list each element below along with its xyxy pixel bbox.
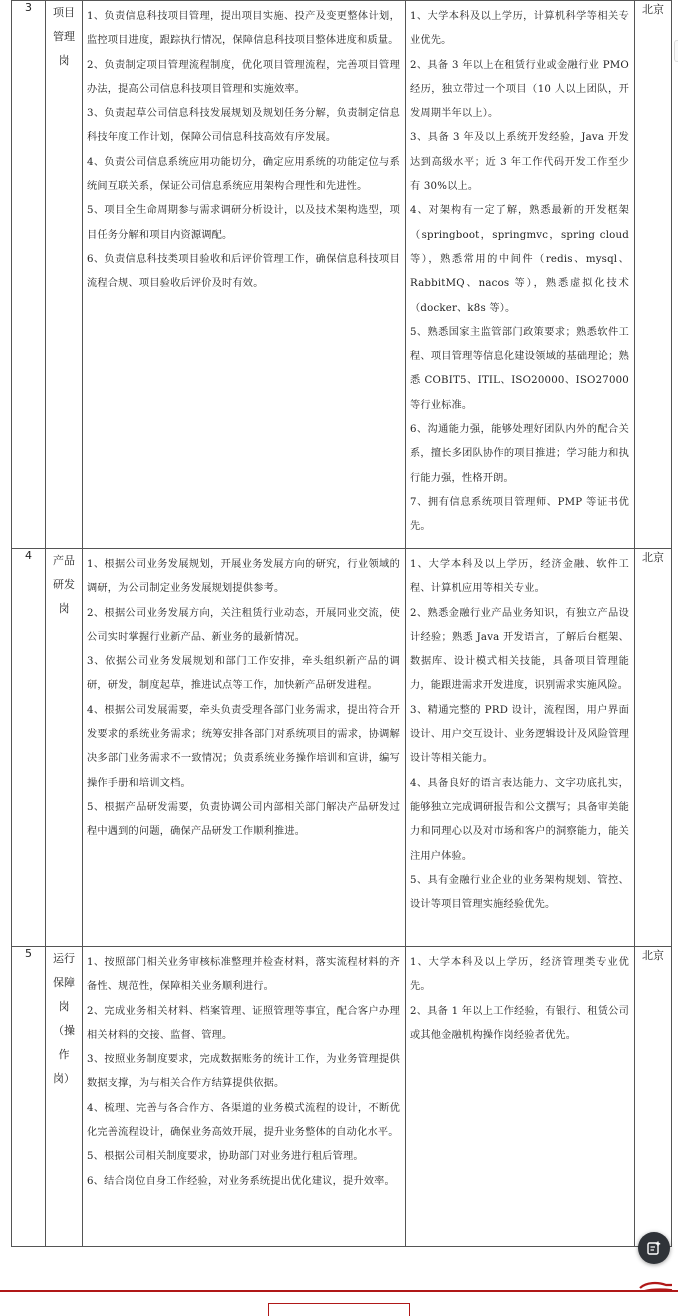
requirement-item: 3、精通完整的 PRD 设计，流程图，用户界面设计、用户交互设计、业务逻辑设计及风险管理设计等相关能力。	[410, 704, 629, 765]
brand-mark-icon	[636, 1279, 676, 1293]
duty-item: 2、根据公司业务发展方向，关注租赁行业动态，开展同业交流，使公司实时掌握行业新产品、新业务的最新情况。	[87, 607, 400, 643]
duty-item: 2、负责制定项目管理流程制度，优化项目管理流程，完善项目管理办法，提高公司信息科技项目管理和实施效率。	[87, 59, 400, 95]
requirement-item: 2、熟悉金融行业产品业务知识，有独立产品设计经验；熟悉 Java 开发语言，了解后台框架、数据库、设计模式相关技能，具备项目管理能力，能跟进需求开发进度，识别需求实施风险。	[410, 607, 629, 692]
job-title: 项目管理岗	[53, 6, 75, 67]
requirement-item: 5、熟悉国家主监管部门政策要求；熟悉软件工程、项目管理等信息化建设领域的基础理论；熟悉 COBIT5、ITIL、ISO20000、ISO27000 等行业标准。	[410, 326, 629, 411]
duty-item: 2、完成业务相关材料、档案管理、证照管理等事宜，配合客户办理相关材料的交接、监督、管理。	[87, 1005, 400, 1041]
requirement-item: 6、沟通能力强，能够处理好团队内外的配合关系，擅长多团队协作的项目推进；学习能力和执行能力强，性格开朗。	[410, 424, 629, 484]
requirement-item: 7、拥有信息系统项目管理师、PMP 等证书优先。	[410, 496, 629, 533]
requirements-cell	[406, 1, 635, 549]
requirement-item: 1、大学本科及以上学历，经济管理类专业优先。	[410, 957, 629, 993]
float-action-button[interactable]	[638, 1232, 670, 1264]
job-title-cell	[46, 947, 83, 1247]
duty-item: 1、负责信息科技项目管理，提出项目实施、投产及变更整体计划，监控项目进度，跟踪执行情况，保障信息科技项目整体进度和质量。	[87, 11, 400, 47]
duties-cell	[83, 1, 406, 549]
duty-item: 4、梳理、完善与各合作方、各渠道的业务模式流程的设计，不断优化完善流程设计，确保业务高效开展，提升业务整体的自动化水平。	[87, 1102, 400, 1139]
requirement-item: 1、大学本科及以上学历，经济金融、软件工程、计算机应用等相关专业。	[410, 559, 629, 595]
job-title-cell	[46, 1, 83, 549]
requirement-item: 5、具有金融行业企业的业务架构规划、管控、设计等项目管理实施经验优先。	[410, 874, 629, 911]
row-number: 3	[12, 1, 46, 549]
job-title: 运行保障岗（操作岗）	[53, 952, 75, 1085]
requirements-cell	[406, 549, 635, 947]
requirement-item: 4、具备良好的语言表达能力、文字功底扎实，能够独立完成调研报告和公文撰写；具备审美能力和同理心以及对市场和客户的洞察能力，能关注用户体验。	[410, 777, 629, 862]
duty-item: 6、结合岗位自身工作经验，对业务系统提出优化建议，提升效率。	[87, 1175, 395, 1187]
row-number: 4	[12, 549, 46, 947]
requirement-item: 2、具备 3 年以上在租赁行业或金融行业 PMO 经历，独立带过一个项目（10 人以上团队，开发周期半年以上）。	[410, 59, 629, 120]
recruitment-table	[11, 0, 672, 1247]
duty-item: 6、负责信息科技类项目验收和后评价管理工作，确保信息科技项目流程合规、项目验收后评价及时有效。	[87, 253, 400, 290]
duty-item: 5、项目全生命周期参与需求调研分析设计，以及技术架构选型，项目任务分解和项目内资源调配。	[87, 205, 400, 241]
duty-item: 5、根据公司相关制度要求，协助部门对业务进行租后管理。	[87, 1151, 364, 1163]
duties-cell	[83, 947, 406, 1247]
duty-item: 3、负责起草公司信息科技发展规划及规划任务分解，负责制定信息科技年度工作计划，保障公司信息科技高效有序发展。	[87, 108, 400, 144]
requirement-item: 1、大学本科及以上学历，计算机科学等相关专业优先。	[410, 11, 629, 47]
footer-divider	[0, 1290, 678, 1292]
duty-item: 1、根据公司业务发展规划，开展业务发展方向的研究，行业领域的调研，为公司制定业务发展规划提供参考。	[87, 559, 400, 595]
job-title-cell	[46, 549, 83, 947]
location-cell: 北京	[635, 549, 672, 947]
table-row	[12, 549, 672, 947]
duties-cell	[83, 549, 406, 947]
requirement-item: 4、对架构有一定了解，熟悉最新的开发框架（springboot，springmvc，spring cloud 等），熟悉常用的中间件（redis、mysql、RabbitMQ、nacos 等），熟悉虚拟化技术（docker、k8s 等）。	[410, 205, 629, 314]
duty-item: 4、负责公司信息系统应用功能切分，确定应用系统的功能定位与系统间互联关系，保证公司信息系统应用架构合理性和先进性。	[87, 156, 400, 193]
location-cell: 北京	[635, 1, 672, 549]
duty-item: 3、依据公司业务发展规划和部门工作安排，牵头组织新产品的调研，研发，制度起草，推进试点等工作，加快新产品研发进程。	[87, 656, 400, 692]
side-tab[interactable]	[674, 40, 678, 62]
job-title: 产品研发岗	[53, 554, 75, 615]
table-body	[12, 1, 672, 1247]
location-cell: 北京	[635, 947, 672, 1247]
duty-item: 3、按照业务制度要求，完成数据账务的统计工作，为业务管理提供数据支撑，为与相关合作方结算提供依据。	[87, 1054, 400, 1090]
duty-item: 4、根据公司发展需要，牵头负责受理各部门业务需求，提出符合开发要求的系统业务需求；统筹安排各部门对系统项目的需求，协调解决多部门业务需求不一致情况；负责系统业务操作培训和宣讲，编写操作手册和培训文档。	[87, 704, 400, 789]
row-number: 5	[12, 947, 46, 1247]
table-row	[12, 1, 672, 549]
duty-item: 5、根据产品研发需要，负责协调公司内部相关部门解决产品研发过程中遇到的问题，确保产品研发工作顺利推进。	[87, 801, 400, 838]
table-row	[12, 947, 672, 1247]
requirement-item: 2、具备 1 年以上工作经验，有银行、租赁公司或其他金融机构操作岗经验者优先。	[410, 1005, 629, 1041]
edit-note-icon	[646, 1240, 662, 1256]
requirement-item: 3、具备 3 年及以上系统开发经验，Java 开发达到高级水平；近 3 年工作代码开发工作至少有 30%以上。	[410, 132, 629, 193]
requirements-cell	[406, 947, 635, 1247]
duty-item: 1、按照部门相关业务审核标准整理并检查材料，落实流程材料的齐备性、规范性，保障相关业务顺利进行。	[87, 957, 400, 993]
